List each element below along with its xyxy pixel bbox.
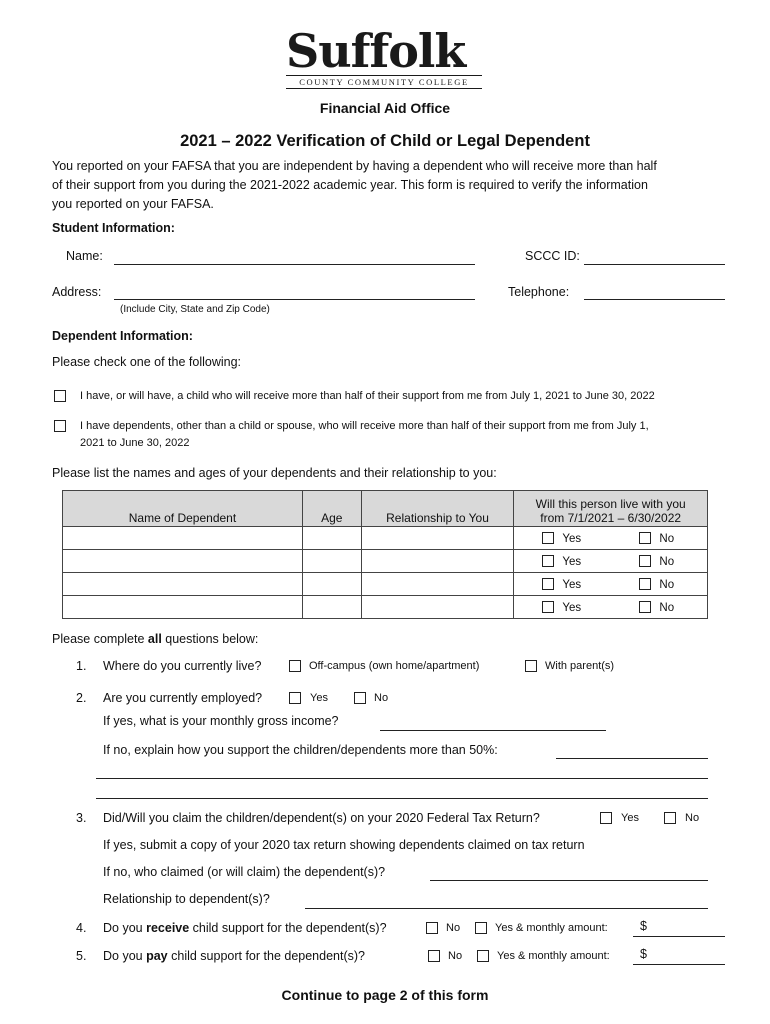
no-label: No — [659, 556, 675, 568]
q5-text-post: child support for the dependent(s)? — [167, 949, 365, 963]
check-one-instruction: Please check one of the following: — [52, 355, 242, 369]
q4-no-label: No — [446, 922, 461, 934]
sccc-id-label: SCCC ID: — [525, 249, 580, 263]
dependent-age-cell[interactable] — [302, 550, 361, 573]
q2-if-yes-text: If yes, what is your monthly gross income? — [103, 714, 339, 728]
q3-if-yes-text: If yes, submit a copy of your 2020 tax return showing dependents claimed on tax return — [103, 838, 585, 852]
name-field[interactable] — [114, 264, 475, 265]
q1-offcampus-label: Off-campus (own home/apartment) — [309, 660, 480, 672]
student-info-heading: Student Information: — [52, 221, 175, 235]
q1-with-parents-checkbox[interactable] — [525, 660, 537, 672]
q5-text — [103, 949, 365, 963]
live-with-yes-checkbox[interactable] — [542, 578, 554, 590]
q4-text-post: child support for the dependent(s)? — [189, 921, 387, 935]
yes-label: Yes — [562, 602, 582, 614]
table-row — [63, 527, 708, 550]
q5-text-pre: Do you — [103, 949, 147, 963]
q3-yes-checkbox[interactable] — [600, 812, 612, 824]
dependent-relationship-cell[interactable] — [361, 573, 514, 596]
q1-text: Where do you currently live? — [103, 659, 262, 673]
live-with-cell — [514, 573, 708, 596]
intro-line-1: You reported on your FAFSA that you are independent by having a dependent who will receive more than half — [52, 159, 657, 173]
q2-explain-field-1[interactable] — [556, 758, 708, 759]
q1-with-parents-label: With parent(s) — [545, 660, 615, 672]
q3-yes-label: Yes — [621, 812, 639, 824]
q2-explain-field-2[interactable] — [96, 778, 708, 779]
q2-number: 2. — [76, 691, 87, 705]
col-live-with-line-2: from 7/1/2021 – 6/30/2022 — [540, 511, 682, 525]
q5-amount-field[interactable] — [633, 964, 725, 965]
dependent-name-cell[interactable] — [63, 527, 303, 550]
dependent-age-cell[interactable] — [302, 527, 361, 550]
q1-offcampus-checkbox[interactable] — [289, 660, 301, 672]
address-label: Address: — [52, 285, 102, 299]
q2-no-label: No — [374, 692, 389, 704]
live-with-yes-checkbox[interactable] — [542, 555, 554, 567]
q3-number: 3. — [76, 811, 87, 825]
option-child-checkbox[interactable] — [54, 390, 66, 402]
q4-currency-symbol: $ — [640, 919, 647, 933]
q3-text: Did/Will you claim the children/dependent(s) on your 2020 Federal Tax Return? — [103, 811, 540, 825]
office-name: Financial Aid Office — [319, 100, 451, 116]
intro-line-3: you reported on your FAFSA. — [52, 197, 214, 211]
q4-text-pre: Do you — [103, 921, 147, 935]
logo-subtitle: COUNTY COMMUNITY COLLEGE — [286, 75, 482, 89]
intro-line-2: of their support from you during the 2021-2022 academic year. This form is required to verify the information — [52, 178, 648, 192]
yes-label: Yes — [562, 533, 582, 545]
live-with-cell — [514, 596, 708, 619]
dependent-name-cell[interactable] — [63, 573, 303, 596]
option-other-dependents-checkbox[interactable] — [54, 420, 66, 432]
live-with-yes-checkbox[interactable] — [542, 532, 554, 544]
college-logo — [286, 24, 486, 89]
q3-relationship-text: Relationship to dependent(s)? — [103, 892, 270, 906]
dependent-relationship-cell[interactable] — [361, 596, 514, 619]
dependent-name-cell[interactable] — [63, 596, 303, 619]
dependent-name-cell[interactable] — [63, 550, 303, 573]
table-row — [63, 550, 708, 573]
page-title: 2021 – 2022 Verification of Child or Legal Dependent — [180, 132, 590, 150]
q2-explain-field-3[interactable] — [96, 798, 708, 799]
yes-label: Yes — [562, 579, 582, 591]
q5-number: 5. — [76, 949, 87, 963]
name-label: Name: — [66, 249, 103, 263]
no-label: No — [659, 579, 675, 591]
q3-no-checkbox[interactable] — [664, 812, 676, 824]
q2-if-no-text: If no, explain how you support the children/dependents more than 50%: — [103, 743, 498, 757]
address-hint: (Include City, State and Zip Code) — [120, 304, 270, 315]
q3-if-no-text: If no, who claimed (or will claim) the dependent(s)? — [103, 865, 386, 879]
option-other-dependents-label-1: I have dependents, other than a child or spouse, who will receive more than half of their support from me from July 1, — [80, 420, 649, 432]
dependent-relationship-cell[interactable] — [361, 550, 514, 573]
q3-who-claimed-field[interactable] — [430, 880, 708, 881]
q2-monthly-income-field[interactable] — [380, 730, 606, 731]
table-row — [63, 573, 708, 596]
q1-number: 1. — [76, 659, 87, 673]
q4-text-bold: receive — [146, 921, 190, 935]
q4-no-checkbox[interactable] — [426, 922, 438, 934]
table-row — [63, 596, 708, 619]
dependent-info-heading: Dependent Information: — [52, 329, 193, 343]
q4-yes-label: Yes & monthly amount: — [495, 922, 608, 934]
no-label: No — [659, 602, 675, 614]
live-with-no-checkbox[interactable] — [639, 578, 651, 590]
q2-yes-checkbox[interactable] — [289, 692, 301, 704]
live-with-cell — [514, 550, 708, 573]
questions-intro-pre: Please complete — [52, 632, 148, 646]
q5-yes-label: Yes & monthly amount: — [497, 950, 610, 962]
telephone-field[interactable] — [584, 299, 725, 300]
yes-label: Yes — [562, 556, 582, 568]
no-label: No — [659, 533, 675, 545]
option-child-label: I have, or will have, a child who will receive more than half of their support from me from July 1, 2021 to June 30, 2022 — [80, 390, 655, 402]
col-live-with-line-1: Will this person live with you — [535, 497, 686, 511]
q2-text: Are you currently employed? — [103, 691, 263, 705]
live-with-cell — [514, 527, 708, 550]
live-with-no-checkbox[interactable] — [639, 532, 651, 544]
list-dependents-instruction: Please list the names and ages of your dependents and their relationship to you: — [52, 466, 497, 480]
address-field[interactable] — [114, 299, 475, 300]
col-relationship-header: Relationship to You — [361, 491, 514, 527]
q3-no-label: No — [685, 812, 700, 824]
q5-text-bold: pay — [146, 949, 168, 963]
questions-intro — [52, 632, 258, 646]
continue-note: Continue to page 2 of this form — [281, 987, 489, 1003]
q4-yes-checkbox[interactable] — [475, 922, 487, 934]
dependents-table — [62, 490, 708, 619]
live-with-no-checkbox[interactable] — [639, 601, 651, 613]
dependent-age-cell[interactable] — [302, 573, 361, 596]
q5-no-checkbox[interactable] — [428, 950, 440, 962]
q4-text — [103, 921, 387, 935]
dependent-age-cell[interactable] — [302, 596, 361, 619]
q5-yes-checkbox[interactable] — [477, 950, 489, 962]
questions-intro-bold: all — [147, 632, 162, 646]
q5-currency-symbol: $ — [640, 947, 647, 961]
telephone-label: Telephone: — [508, 285, 570, 299]
logo-wordmark: Suffolk — [286, 24, 466, 78]
questions-intro-post: questions below: — [161, 632, 259, 646]
sccc-id-field[interactable] — [584, 264, 725, 265]
table-header-row — [63, 491, 708, 527]
q4-amount-field[interactable] — [633, 936, 725, 937]
q5-no-label: No — [448, 950, 463, 962]
q2-no-checkbox[interactable] — [354, 692, 366, 704]
live-with-yes-checkbox[interactable] — [542, 601, 554, 613]
q4-number: 4. — [76, 921, 87, 935]
dependent-relationship-cell[interactable] — [361, 527, 514, 550]
q2-yes-label: Yes — [310, 692, 328, 704]
option-other-dependents-label-2: 2021 to June 30, 2022 — [80, 437, 190, 449]
col-name-header: Name of Dependent — [63, 491, 303, 527]
col-live-with-header — [514, 491, 708, 527]
live-with-no-checkbox[interactable] — [639, 555, 651, 567]
col-age-header: Age — [302, 491, 361, 527]
q3-relationship-field[interactable] — [305, 908, 708, 909]
